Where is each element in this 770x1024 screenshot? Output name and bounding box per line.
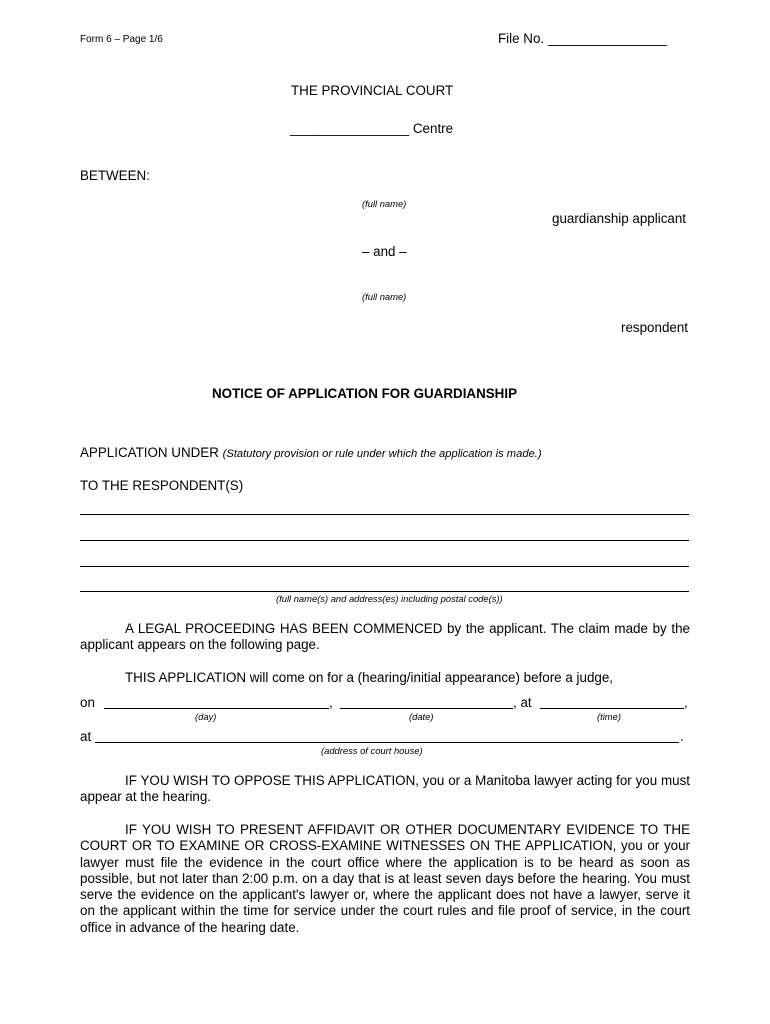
at-label-1: , at	[513, 695, 532, 710]
file-number-field[interactable]: File No. ________________	[498, 31, 668, 46]
paragraph-evidence-text: IF YOU WISH TO PRESENT AFFIDAVIT OR OTHER DOCUMENTARY EVIDENCE TO THE COURT OR TO EXAMINE OR CROSS-EXAMINE WITNESSES ON THE APPLICATION, you or your lawyer must file the evidence in the court office where the application is to be heard as soon as possible, but not later than 2:00 p.m. on a day that is at least seven days before the hearing. You must serve the evidence on the applicant's lawyer or, where the applicant does not have a lawyer, serve it on the applicant within the time for service under the court rules and file proof of service, in the court office in advance of the hearing date.	[80, 822, 690, 935]
full-name-hint-respondent: (full name)	[362, 291, 407, 302]
comma-1: ,	[329, 695, 333, 710]
paragraph-oppose	[80, 773, 690, 806]
comma-2: ,	[684, 695, 688, 710]
notice-title: NOTICE OF APPLICATION FOR GUARDIANSHIP	[212, 386, 518, 401]
full-name-hint-applicant: (full name)	[362, 198, 407, 209]
application-under-text: APPLICATION UNDER	[80, 445, 219, 460]
court-address-field[interactable]	[95, 742, 679, 743]
respondent-address-line-3[interactable]	[80, 566, 689, 567]
paragraph-this-application	[80, 670, 690, 686]
hearing-day-field[interactable]	[104, 708, 329, 709]
form-page-number: Form 6 – Page 1/6	[80, 34, 163, 45]
hearing-time-field[interactable]	[540, 708, 684, 709]
application-under-label	[80, 445, 542, 460]
paragraph-this-application-text: THIS APPLICATION will come on for a (hearing/initial appearance) before a judge,	[125, 670, 614, 685]
respondent-address-line-1[interactable]	[80, 514, 689, 515]
respondent-address-line-2[interactable]	[80, 540, 689, 541]
time-hint: (time)	[597, 711, 621, 722]
applicant-role: guardianship applicant	[552, 211, 687, 226]
between-label: BETWEEN:	[80, 168, 150, 183]
application-under-hint: (Statutory provision or rule under which the application is made.)	[222, 448, 542, 460]
day-hint: (day)	[195, 711, 217, 722]
date-hint: (date)	[409, 711, 434, 722]
at-label-2: at	[80, 729, 92, 744]
hearing-date-field[interactable]	[340, 708, 513, 709]
respondent-role: respondent	[621, 320, 689, 335]
on-label: on	[80, 695, 95, 710]
respondent-address-hint: (full name(s) and address(es) including postal code(s))	[276, 593, 503, 604]
court-name: THE PROVINCIAL COURT	[291, 83, 454, 98]
address-period: .	[680, 729, 684, 744]
paragraph-legal-proceeding	[80, 621, 690, 654]
and-separator: – and –	[362, 244, 407, 259]
court-address-hint: (address of court house)	[321, 745, 423, 756]
respondent-address-line-4[interactable]	[80, 591, 689, 592]
paragraph-oppose-text: IF YOU WISH TO OPPOSE THIS APPLICATION, you or a Manitoba lawyer acting for you must appear at the hearing.	[80, 773, 690, 805]
paragraph-legal-proceeding-text: A LEGAL PROCEEDING HAS BEEN COMMENCED by the applicant. The claim made by the applicant appears on the following page.	[80, 621, 690, 653]
to-respondent-label: TO THE RESPONDENT(S)	[80, 478, 244, 493]
centre-field[interactable]: ________________ Centre	[290, 121, 454, 136]
paragraph-evidence	[80, 822, 690, 936]
